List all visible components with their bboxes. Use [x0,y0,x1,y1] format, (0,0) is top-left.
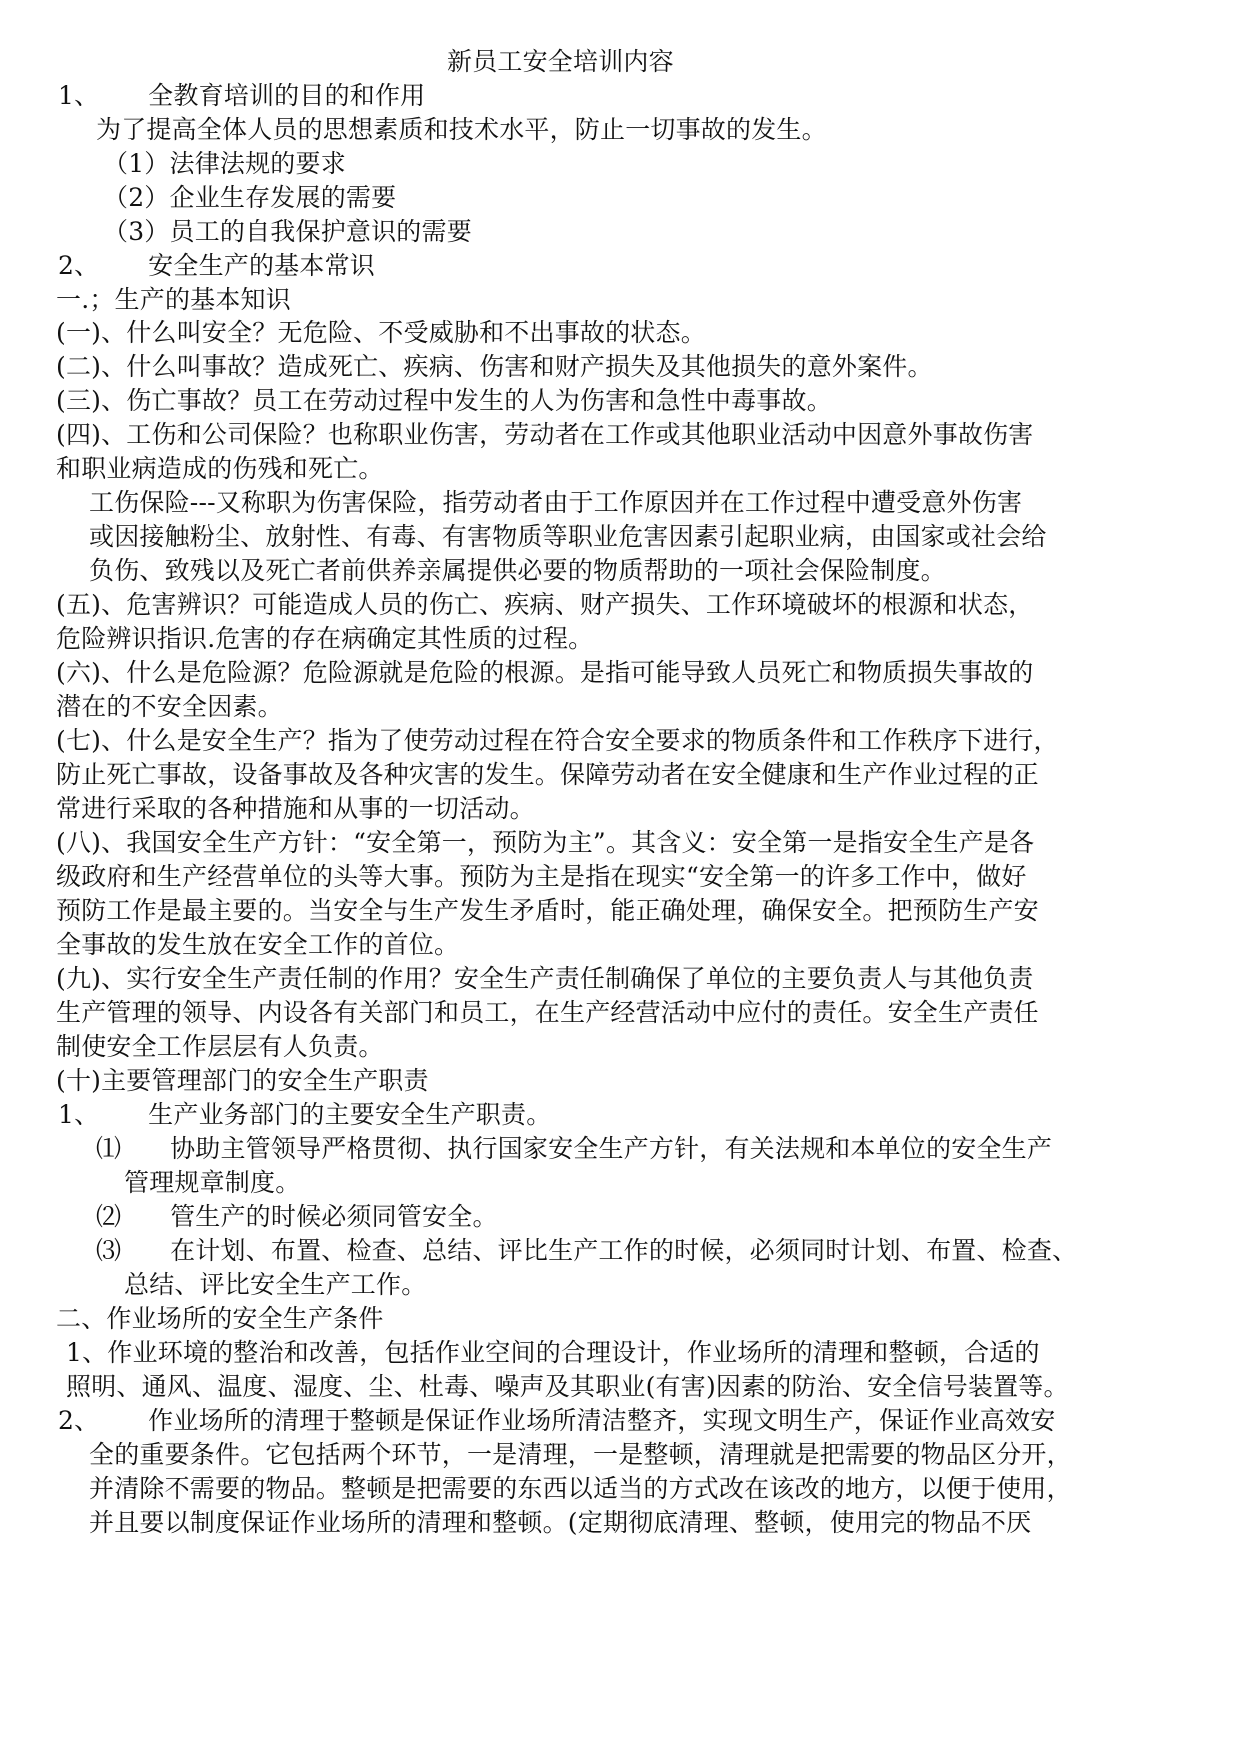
text-line: 二、作业场所的安全生产条件 [56,1304,384,1333]
text-line: 管理规章制度。 [124,1168,301,1197]
text-line: 生产管理的领导、内设各有关部门和员工，在生产经营活动中应付的责任。安全生产责任 [56,998,1039,1027]
text-line: 常进行采取的各种措施和从事的一切活动。 [56,794,535,823]
text-line: (十)主要管理部门的安全生产职责 [56,1066,429,1095]
text-line: 潜在的不安全因素。 [56,692,283,721]
text-line: ⑴ 协助主管领导严格贯彻、执行国家安全生产方针，有关法规和本单位的安全生产 [96,1134,1053,1163]
text-line: ⑶ 在计划、布置、检查、总结、评比生产工作的时候，必须同时计划、布置、检查、 [96,1236,1078,1265]
text-line: 2、 安全生产的基本常识 [58,251,375,280]
text-line: （3）员工的自我保护意识的需要 [103,217,472,246]
text-line: 工伤保险---又称职为伤害保险，指劳动者由于工作原因并在工作过程中遭受意外伤害 [89,488,1023,517]
text-line: 全的重要条件。它包括两个环节，一是清理，一是整顿，清理就是把需要的物品区分开， [89,1440,1072,1469]
text-line: (四)、工伤和公司保险？也称职业伤害，劳动者在工作或其他职业活动中因意外事故伤害 [56,420,1034,449]
text-line: 预防工作是最主要的。当安全与生产发生矛盾时，能正确处理，确保安全。把预防生产安 [56,896,1039,925]
text-line: 照明、通风、温度、湿度、尘、杜毒、噪声及其职业(有害)因素的防治、安全信号装置等。 [66,1372,1069,1401]
page-title: 新员工安全培训内容 [447,47,674,76]
text-line: 并且要以制度保证作业场所的清理和整顿。(定期彻底清理、整顿，使用完的物品不厌 [89,1508,1032,1537]
text-line: 并清除不需要的物品。整顿是把需要的东西以适当的方式改在该改的地方，以便于使用， [89,1474,1072,1503]
text-line: 全事故的发生放在安全工作的首位。 [56,930,460,959]
text-line: (八)、我国安全生产方针：“安全第一，预防为主”。其含义：安全第一是指安全生产是各 [56,828,1035,857]
text-line: 危险辨识指识.危害的存在病确定其性质的过程。 [56,624,594,653]
text-line: (二)、什么叫事故？造成死亡、疾病、伤害和财产损失及其他损失的意外案件。 [56,352,933,381]
text-line: (九)、实行安全生产责任制的作用？安全生产责任制确保了单位的主要负责人与其他负责 [56,964,1034,993]
text-line: 为了提高全体人员的思想素质和技术水平，防止一切事故的发生。 [96,115,827,144]
text-line: ⑵ 管生产的时候必须同管安全。 [96,1202,498,1231]
text-line: 1、 生产业务部门的主要安全生产职责。 [58,1100,552,1129]
text-line: 制使安全工作层层有人负责。 [56,1032,384,1061]
text-line: (六)、什么是危险源？危险源就是危险的根源。是指可能导致人员死亡和物质损失事故的 [56,658,1034,687]
text-line: 2、 作业场所的清理于整顿是保证作业场所清洁整齐，实现文明生产，保证作业高效安 [58,1406,1056,1435]
text-line: （2）企业生存发展的需要 [103,183,397,212]
text-line: 或因接触粉尘、放射性、有毒、有害物质等职业危害因素引起职业病，由国家或社会给 [89,522,1047,551]
text-line: 总结、评比安全生产工作。 [124,1270,427,1299]
text-line: (一)、什么叫安全？无危险、不受威胁和不出事故的状态。 [56,318,706,347]
text-line: (七)、什么是安全生产？指为了使劳动过程在符合安全要求的物质条件和工作秩序下进行， [56,726,1059,755]
text-line: 1、作业环境的整治和改善，包括作业空间的合理设计，作业场所的清理和整顿，合适的 [66,1338,1040,1367]
text-line: (三)、伤亡事故？员工在劳动过程中发生的人为伤害和急性中毒事故。 [56,386,832,415]
text-line: （1）法律法规的要求 [103,149,346,178]
text-line: 一.；生产的基本知识 [56,285,291,314]
text-line: (五)、危害辨识？可能造成人员的伤亡、疾病、财产损失、工作环境破坏的根源和状态， [56,590,1034,619]
text-line: 负伤、致残以及死亡者前供养亲属提供必要的物质帮助的一项社会保险制度。 [89,556,946,585]
text-line: 和职业病造成的伤残和死亡。 [56,454,384,483]
text-line: 级政府和生产经营单位的头等大事。预防为主是指在现实“安全第一的许多工作中，做好 [56,862,1027,891]
text-line: 1、 全教育培训的目的和作用 [58,81,426,110]
text-line: 防止死亡事故，设备事故及各种灾害的发生。保障劳动者在安全健康和生产作业过程的正 [56,760,1039,789]
